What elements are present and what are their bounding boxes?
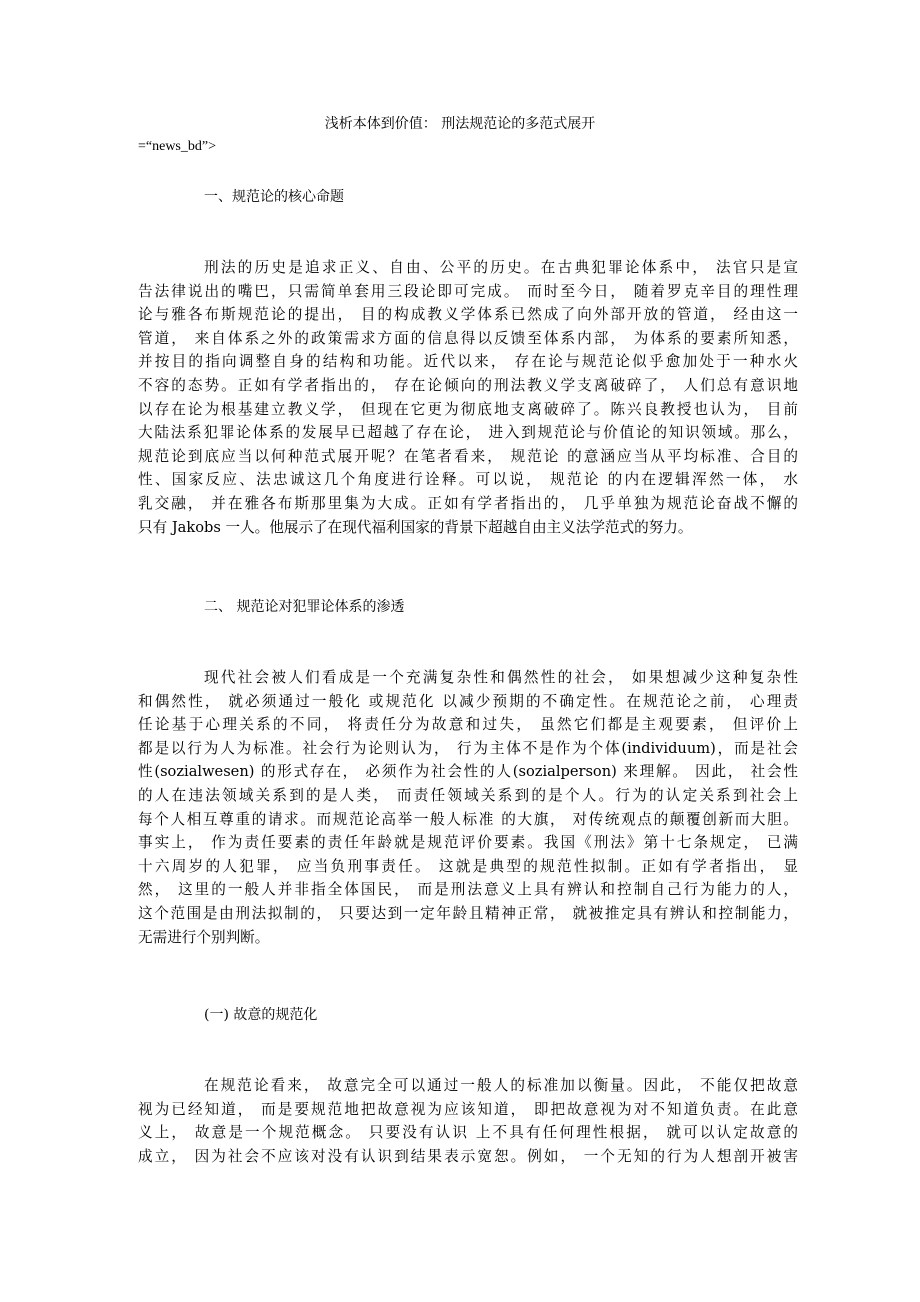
text-line: 并按目的指向调整自身的结构和功能。近代以来， 存在论与规范论似乎愈加处于一种水火 (138, 353, 798, 371)
text-line: 都是以行为人为标准。社会行为论则认为， 行为主体不是作为个体(individuum)，而是社会 (138, 739, 798, 757)
text-line: 现代社会被人们看成是一个充满复杂性和偶然性的社会， 如果想减少这种复杂性 (204, 669, 798, 686)
text-line: 刑法的历史是追求正义、自由、公平的历史。在古典犯罪论体系中， 法官只是宣 (204, 259, 798, 276)
text-line: 视为已经知道， 而是要规范地把故意视为应该知道， 即把故意视为对不知道负责。在此意 (138, 1100, 798, 1118)
text-line: 管道， 来自体系之外的政策需求方面的信息得以反馈至体系内部， 为体系的要素所知悉， (138, 329, 798, 347)
text-line: 性、国家反应、法忠诚这几个角度进行诠释。可以说， 规范论 的内在逻辑浑然一体， 水 (138, 471, 798, 489)
stray-markup-text: =“news_bd”> (138, 139, 216, 154)
text-line: 论与雅各布斯规范论的提出， 目的构成教义学体系已然成了向外部开放的管道， 经由这一 (138, 306, 798, 324)
section-2-paragraph (138, 666, 798, 949)
text-line: 义上， 故意是一个规范概念。 只要没有认识 上不具有任何理性根据， 就可以认定故意的 (138, 1124, 798, 1142)
section-heading-1: 一、规范论的核心命题 (204, 189, 344, 205)
section-3-paragraph (138, 1074, 798, 1168)
text-line: 性(sozialwesen) 的形式存在， 必须作为社会性的人(sozialperson) 来理解。 因此， 社会性 (138, 763, 798, 781)
text-line: 乳交融， 并在雅各布斯那里集为大成。正如有学者指出的， 几乎单独为规范论奋战不懈的 (138, 494, 798, 512)
text-line: 在规范论看来， 故意完全可以通过一般人的标准加以衡量。因此， 不能仅把故意 (204, 1077, 798, 1094)
text-line: 规范论到底应当以何种范式展开呢？在笔者看来， 规范论 的意涵应当从平均标准、合目的 (138, 447, 798, 465)
text-line: 事实上， 作为责任要素的责任年龄就是规范评价要素。我国《刑法》第十七条规定， 已满 (138, 834, 798, 852)
text-line: 无需进行个别判断。 (138, 928, 270, 946)
text-line: 任论基于心理关系的不同， 将责任分为故意和过失， 虽然它们都是主观要素， 但评价上 (138, 716, 798, 734)
text-line: 每个人相互尊重的请求。而规范论高举一般人标准 的大旗， 对传统观点的颠覆创新而大胆。 (138, 810, 798, 828)
text-line: 告法律说出的嘴巴，只需简单套用三段论即可完成。 而时至今日， 随着罗克辛目的理性理 (138, 282, 798, 300)
section-heading-3: (一) 故意的规范化 (204, 1007, 318, 1023)
text-line: 这个范围是由刑法拟制的， 只要达到一定年龄且精神正常， 就被推定具有辨认和控制能力， (138, 904, 798, 922)
section-1-paragraph (138, 256, 798, 539)
text-line: 十六周岁的人犯罪， 应当负刑事责任。 这就是典型的规范性拟制。正如有学者指出， 显 (138, 857, 798, 875)
text-line: 然， 这里的一般人并非指全体国民， 而是刑法意义上具有辨认和控制自己行为能力的人， (138, 881, 798, 899)
section-heading-2: 二、 规范论对犯罪论体系的渗透 (204, 599, 405, 615)
text-line: 以存在论为根基建立教义学， 但现在它更为彻底地支离破碎了。陈兴良教授也认为， 目前 (138, 400, 798, 418)
text-line: 大陆法系犯罪论体系的发展早已超越了存在论， 进入到规范论与价值论的知识领域。那么， (138, 424, 798, 442)
text-line: 和偶然性， 就必须通过一般化 或规范化 以减少预期的不确定性。在规范论之前， 心理责 (138, 692, 798, 710)
document-title: 浅析本体到价值： 刑法规范论的多范式展开 (324, 116, 596, 132)
text-line: 成立， 因为社会不应该对没有认识到结果表示宽恕。例如， 一个无知的行为人想剖开被害 (138, 1147, 798, 1165)
text-line: 只有 Jakobs 一人。他展示了在现代福利国家的背景下超越自由主义法学范式的努力。 (138, 518, 693, 536)
text-line: 不容的态势。正如有学者指出的， 存在论倾向的刑法教义学支离破碎了， 人们总有意识地 (138, 376, 798, 394)
text-line: 的人在违法领域关系到的是人类， 而责任领域关系到的是个人。行为的认定关系到社会上 (138, 786, 798, 804)
